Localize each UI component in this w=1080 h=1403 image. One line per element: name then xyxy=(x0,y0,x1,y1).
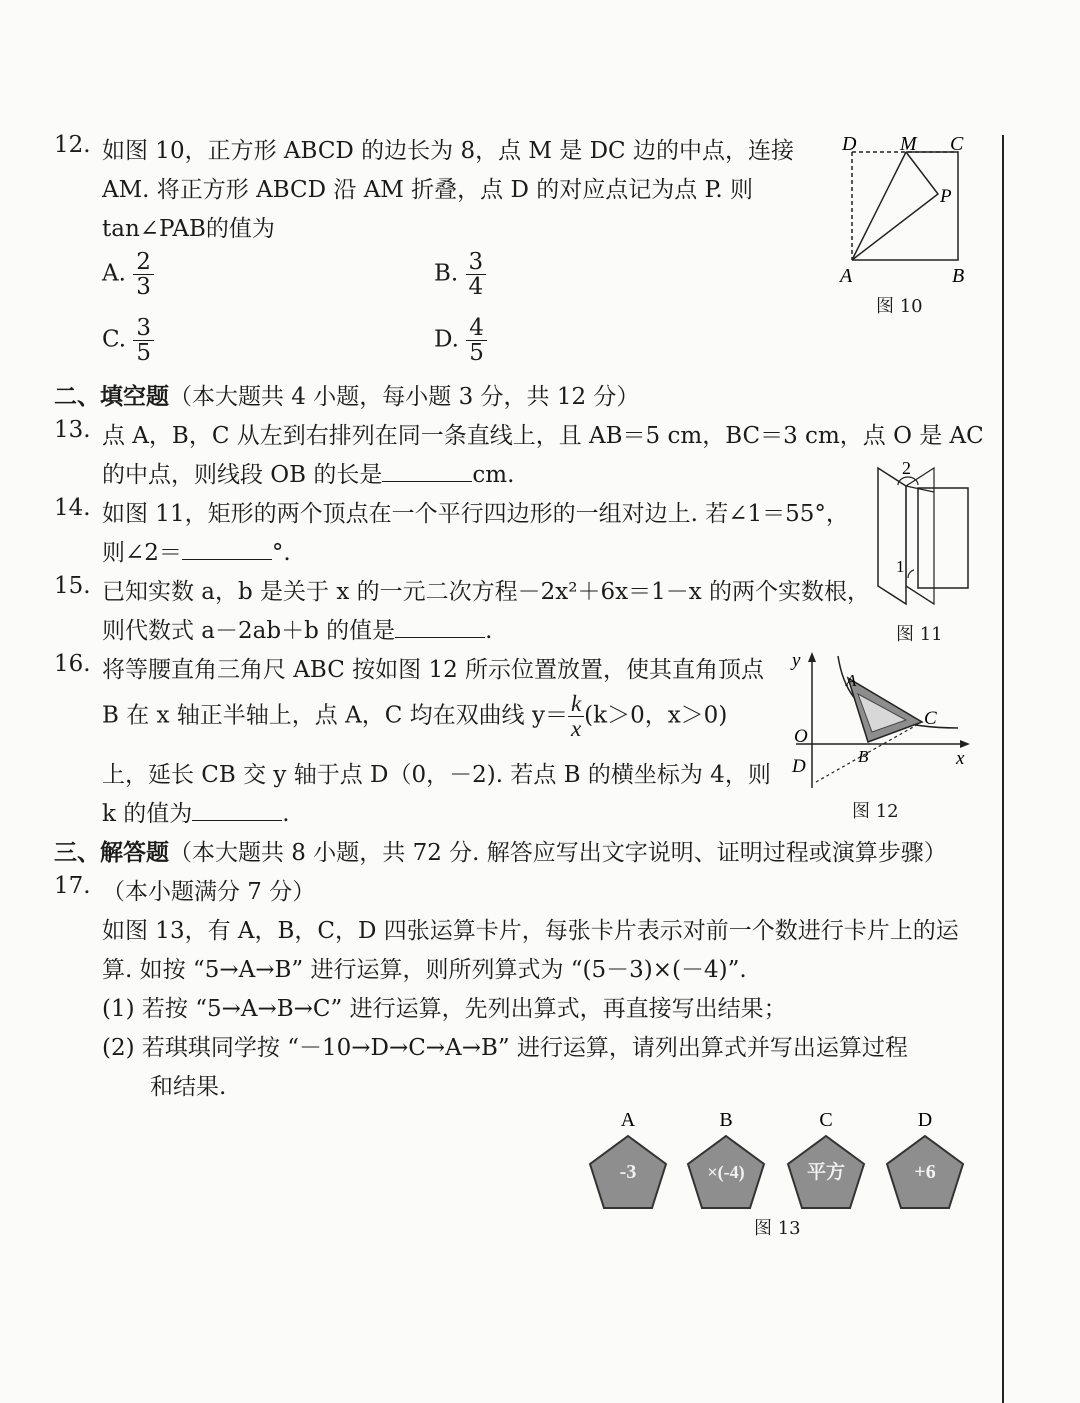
section-title: 二、填空题 xyxy=(54,383,169,410)
question-number: 16. xyxy=(54,651,91,677)
option-fraction: $\frac{4}{5}$ xyxy=(466,316,487,365)
question-number: 13. xyxy=(54,417,91,443)
question-text: 则∠2＝ °. xyxy=(102,540,291,566)
question-number: 12. xyxy=(54,132,91,158)
card-a xyxy=(590,1109,666,1208)
question-text: 将等腰直角三角尺 ABC 按如图 12 所示位置放置，使其直角顶点 xyxy=(102,657,765,683)
option-d xyxy=(434,316,487,365)
question-text: 点 A，B，C 从左到右排列在同一条直线上，且 AB＝5 cm，BC＝3 cm，点 O 是 AC xyxy=(102,423,984,449)
axis-y-label: y xyxy=(792,650,801,671)
option-fraction: $\frac{3}{4}$ xyxy=(466,250,487,299)
option-a xyxy=(102,250,154,299)
figure-caption: 图 10 xyxy=(876,296,923,317)
option-b xyxy=(434,250,486,299)
section-title: 三、解答题 xyxy=(54,839,169,866)
option-label: D. xyxy=(434,326,459,353)
section-2-heading xyxy=(54,378,639,411)
option-label: A. xyxy=(102,260,126,287)
question-text: 算. 如按 “5→A→B” 进行运算，则所列算式为 “(5－3)×(－4)”. xyxy=(102,957,747,983)
answer-blank[interactable] xyxy=(182,539,272,560)
option-fraction: $\frac{3}{5}$ xyxy=(133,316,154,365)
figure-13-cards xyxy=(584,1102,974,1214)
card-d xyxy=(887,1109,963,1208)
figure-11 xyxy=(872,452,982,617)
label-d: D xyxy=(792,756,806,777)
angle-1-label: 1 xyxy=(896,557,905,576)
question-text: 已知实数 a，b 是关于 x 的一元二次方程－2x²＋6x＝1－x 的两个实数根， xyxy=(102,579,870,605)
label-c: C xyxy=(950,133,964,155)
section-3-heading xyxy=(54,834,947,867)
answer-blank[interactable] xyxy=(382,461,472,482)
option-fraction: $\frac{2}{3}$ xyxy=(133,250,154,299)
label-b: B xyxy=(858,747,869,766)
svg-text:B: B xyxy=(719,1109,733,1131)
question-text: tan∠PAB的值为 xyxy=(102,216,275,242)
label-a: A xyxy=(846,671,857,690)
label-c: C xyxy=(924,708,937,729)
answer-blank[interactable] xyxy=(192,800,282,821)
answer-blank[interactable] xyxy=(395,617,485,638)
option-c xyxy=(102,316,154,365)
question-text: 如图 11，矩形的两个顶点在一个平行四边形的一组对边上. 若∠1＝55°， xyxy=(102,501,849,527)
question-text: k 的值为 . xyxy=(102,801,290,827)
figure-12 xyxy=(786,648,976,798)
question-text: 如图 10，正方形 ABCD 的边长为 8，点 M 是 DC 边的中点，连接 xyxy=(102,138,794,164)
fraction-k-over-x: $\frac{k}{x}$ xyxy=(568,692,584,741)
question-text: 的中点，则线段 OB 的长是 cm. xyxy=(102,462,515,488)
section-note: （本大题共 8 小题，共 72 分. 解答应写出文字说明、证明过程或演算步骤） xyxy=(169,840,947,866)
label-d: D xyxy=(842,133,857,155)
figure-caption: 图 13 xyxy=(754,1218,801,1239)
sub-question-2: (2) 若琪琪同学按 “－10→D→C→A→B” 进行运算，请列出算式并写出运算过程 xyxy=(102,1035,908,1061)
question-text: 上，延长 CB 交 y 轴于点 D（0，－2). 若点 B 的横坐标为 4，则 xyxy=(102,762,771,788)
question-text: AM. 将正方形 ABCD 沿 AM 折叠，点 D 的对应点记为点 P. 则 xyxy=(102,177,753,203)
svg-text:D: D xyxy=(917,1109,933,1131)
card-b xyxy=(688,1109,764,1208)
question-text: B 在 x 轴正半轴上，点 A，C 均在双曲线 y＝ $\frac{k}{x}$ (k＞0，x＞0) xyxy=(102,691,728,741)
label-p: P xyxy=(940,186,952,207)
sub-question-2-cont: 和结果. xyxy=(150,1074,227,1100)
svg-text:-3: -3 xyxy=(619,1161,637,1183)
option-label: C. xyxy=(102,326,127,353)
svg-text:×(-4): ×(-4) xyxy=(707,1162,745,1182)
card-c xyxy=(788,1109,864,1208)
question-text: 如图 13，有 A，B，C，D 四张运算卡片，每张卡片表示对前一个数进行卡片上的运 xyxy=(102,918,959,944)
figure-10 xyxy=(836,128,986,293)
svg-text:平方: 平方 xyxy=(806,1162,846,1183)
angle-2-label: 2 xyxy=(902,458,911,478)
label-b: B xyxy=(952,265,965,287)
section-note: （本大题共 4 小题，每小题 3 分，共 12 分） xyxy=(169,384,640,410)
svg-text:A: A xyxy=(620,1109,636,1131)
origin-label: O xyxy=(794,726,808,747)
figure-caption: 图 11 xyxy=(896,624,943,645)
question-number: 14. xyxy=(54,495,91,521)
option-label: B. xyxy=(434,260,459,287)
figure-caption: 图 12 xyxy=(852,801,899,822)
question-number: 17. xyxy=(54,873,91,899)
label-m: M xyxy=(900,133,917,155)
axis-x-label: x xyxy=(956,748,965,769)
question-score: （本小题满分 7 分） xyxy=(102,879,316,905)
question-number: 15. xyxy=(54,573,91,599)
svg-text:C: C xyxy=(819,1109,833,1131)
svg-text:+6: +6 xyxy=(914,1161,936,1183)
label-a: A xyxy=(840,265,853,287)
question-text: 则代数式 a－2ab＋b 的值是 . xyxy=(102,618,493,644)
right-margin-line xyxy=(1002,135,1004,1403)
sub-question-1: (1) 若按 “5→A→B→C” 进行运算，先列出算式，再直接写出结果； xyxy=(102,996,787,1022)
